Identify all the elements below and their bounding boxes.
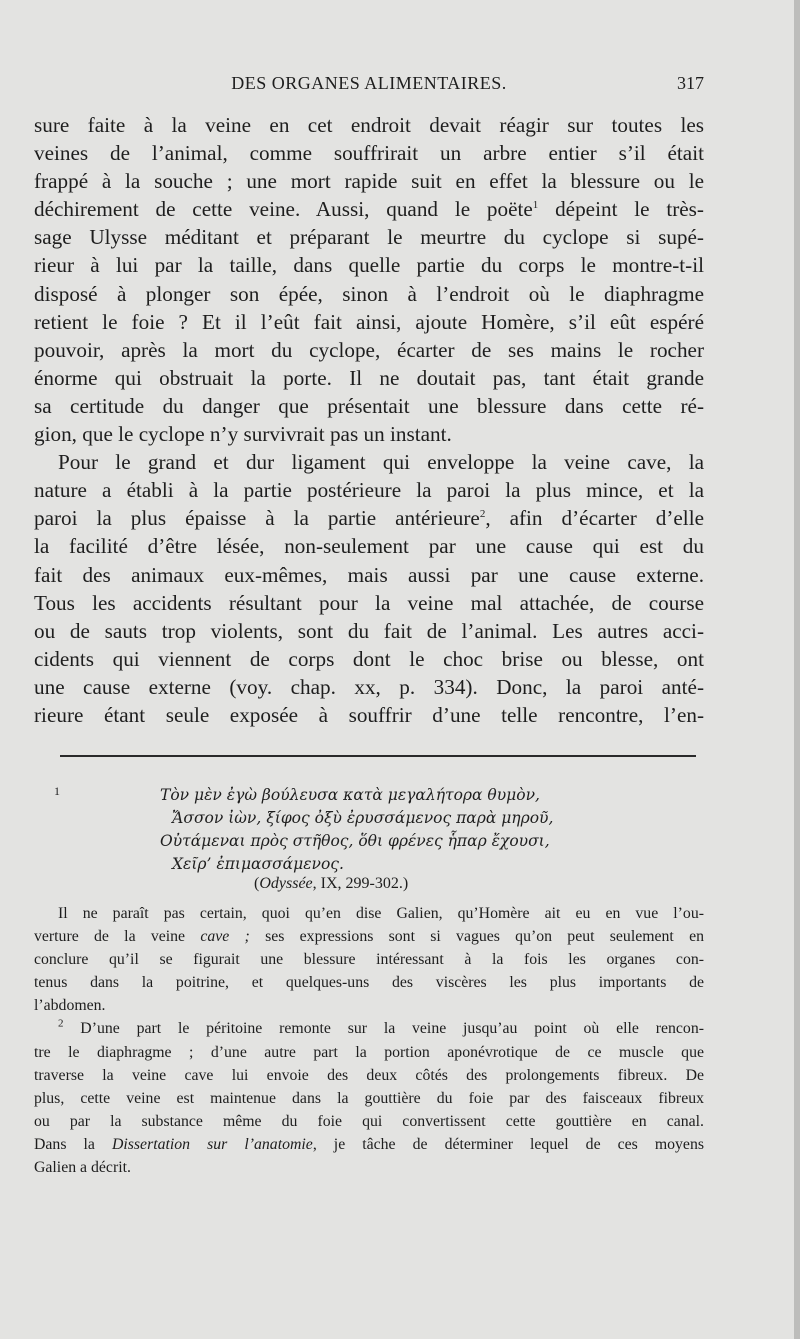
note-line: traverse la veine cave lui envoie des deux côtés des prolongements fibreux. De — [34, 1066, 704, 1084]
text-span: verture de la veine — [34, 928, 186, 946]
text-line: une cause externe (voy. chap. xx, p. 334). Donc, la paroi anté- — [34, 674, 704, 699]
footnote-1-marker: 1 — [54, 784, 60, 798]
text-line: gion, que le cyclope n’y survivrait pas un instant. — [34, 422, 452, 447]
text-line: cidents qui viennent de corps dont le choc brise ou blesse, ont — [34, 646, 704, 671]
running-head-title: DES ORGANES ALIMENTAIRES. — [231, 73, 507, 93]
note-line — [34, 925, 704, 948]
text-span: , afin d’écarter d’elle — [485, 506, 704, 531]
citation-work: Odyssée — [259, 875, 313, 892]
text-span: , je tâche de déterminer lequel de ces moyens — [312, 1135, 704, 1153]
text-line: pouvoir, après la mort du cyclope, écarter de ses mains le rocher — [34, 337, 704, 362]
note-line: tenus dans la poitrine, et quelques-uns des viscères les plus importants de — [34, 974, 704, 992]
text-span: déchirement de cette veine. Aussi, quand le poëte — [34, 197, 533, 222]
text-line: veines de l’animal, comme souffrirait un arbre entier s’il était — [34, 141, 704, 166]
running-head — [34, 73, 704, 101]
footnotes — [34, 902, 704, 1179]
note-line: Galien a décrit. — [34, 1159, 131, 1177]
text-line: sure faite à la veine en cet endroit devait réagir sur toutes les — [34, 113, 704, 137]
footnote-separator — [60, 755, 696, 757]
text-line: Pour le grand et dur ligament qui enveloppe la veine cave, la — [58, 450, 704, 475]
note-line — [34, 1017, 704, 1040]
page-number: 317 — [677, 73, 704, 93]
text-span: D’une part le péritoine remonte sur la veine jusqu’au point où elle rencon- — [63, 1020, 704, 1038]
text-line: disposé à plonger son épée, sinon à l’endroit où le diaphragme — [34, 281, 704, 306]
citation-open: ( — [254, 875, 260, 892]
text-span: dépeint le très- — [538, 197, 704, 222]
text-line: la facilité d’être lésée, non-seulement par une cause qui est du — [34, 534, 704, 559]
text-line — [34, 195, 704, 223]
text-line: sage Ulysse méditant et préparant le meurtre du cyclope si supé- — [34, 225, 704, 250]
footnote-ref-1: 1 — [532, 199, 539, 212]
note-line — [34, 1133, 704, 1156]
text-span: Dans la — [34, 1135, 95, 1153]
quote-line: Οὐτάμεναι πρὸς στῆθος, ὅθι φρένες ἧπαρ ἔχουσι, — [160, 832, 550, 850]
text-line: fait des animaux eux-mêmes, mais aussi par une cause externe. — [34, 562, 704, 587]
note-line: Il ne paraît pas certain, quoi qu’en dise Galien, qu’Homère ait eu en vue l’ou- — [58, 905, 704, 922]
text-span: Dissertation sur l’anatomie — [111, 1135, 313, 1153]
text-line: énorme qui obstruait la porte. Il ne doutait pas, tant était grande — [34, 365, 704, 390]
text-line: rieure étant seule exposée à souffrir d’une telle rencontre, l’en- — [34, 702, 704, 727]
quote-line: Χεῖρ’ ἐπιμασσάμενος. — [172, 855, 344, 873]
note-line: l’abdomen. — [34, 997, 106, 1015]
quote-line: Τὸν μὲν ἐγὼ βούλευσα κατὰ μεγαλήτορα θυμὸν, — [160, 786, 540, 804]
footnote-2-marker: 2 — [58, 1018, 64, 1031]
text-span: cave ; — [200, 928, 250, 946]
text-line: nature a établi à la partie postérieure la paroi la plus mince, et la — [34, 478, 704, 503]
text-line: Tous les accidents résultant pour la veine mal attachée, de course — [34, 590, 704, 615]
note-line: conclure qu’il se figurait une blessure intéressant à la fois les organes con- — [34, 951, 704, 969]
citation-ref: , IX, 299-302.) — [312, 875, 409, 892]
quote-line: Ἄσσον ἰὼν, ξίφος ὀξὺ ἐρυσσάμενος παρὰ μηροῦ, — [172, 809, 554, 827]
text-line: retient le foie ? Et il l’eût fait ainsi, ajoute Homère, s’il eût espéré — [34, 309, 704, 334]
text-line: ou de sauts trop violents, sont du fait de l’animal. Les autres acci- — [34, 618, 704, 643]
main-text — [34, 111, 704, 729]
note-line: plus, cette veine est maintenue dans la gouttière du foie par des faisceaux fibreux — [34, 1089, 704, 1107]
text-span: ses expressions sont si vagues qu’on peut seulement en — [249, 928, 704, 946]
text-line: frappé à la souche ; une mort rapide suit en effet la blessure ou le — [34, 169, 704, 194]
text-span: paroi la plus épaisse à la partie antérieure — [34, 506, 480, 531]
note-line: ou par la substance même du foie qui convertissent cette gouttière en canal. — [34, 1112, 704, 1130]
text-line: rieur à lui par la taille, dans quelle partie du corps le montre-t-il — [34, 253, 704, 278]
greek-quotation — [160, 784, 680, 876]
page-edge-shadow — [794, 0, 800, 1339]
quote-citation — [254, 875, 408, 893]
text-line — [34, 504, 704, 532]
note-line: tre le diaphragme ; d’une autre part la portion aponévrotique de ce muscle que — [34, 1043, 704, 1061]
footnote-ref-2: 2 — [479, 508, 486, 521]
text-line: sa certitude du danger que présentait une blessure dans cette ré- — [34, 393, 704, 418]
